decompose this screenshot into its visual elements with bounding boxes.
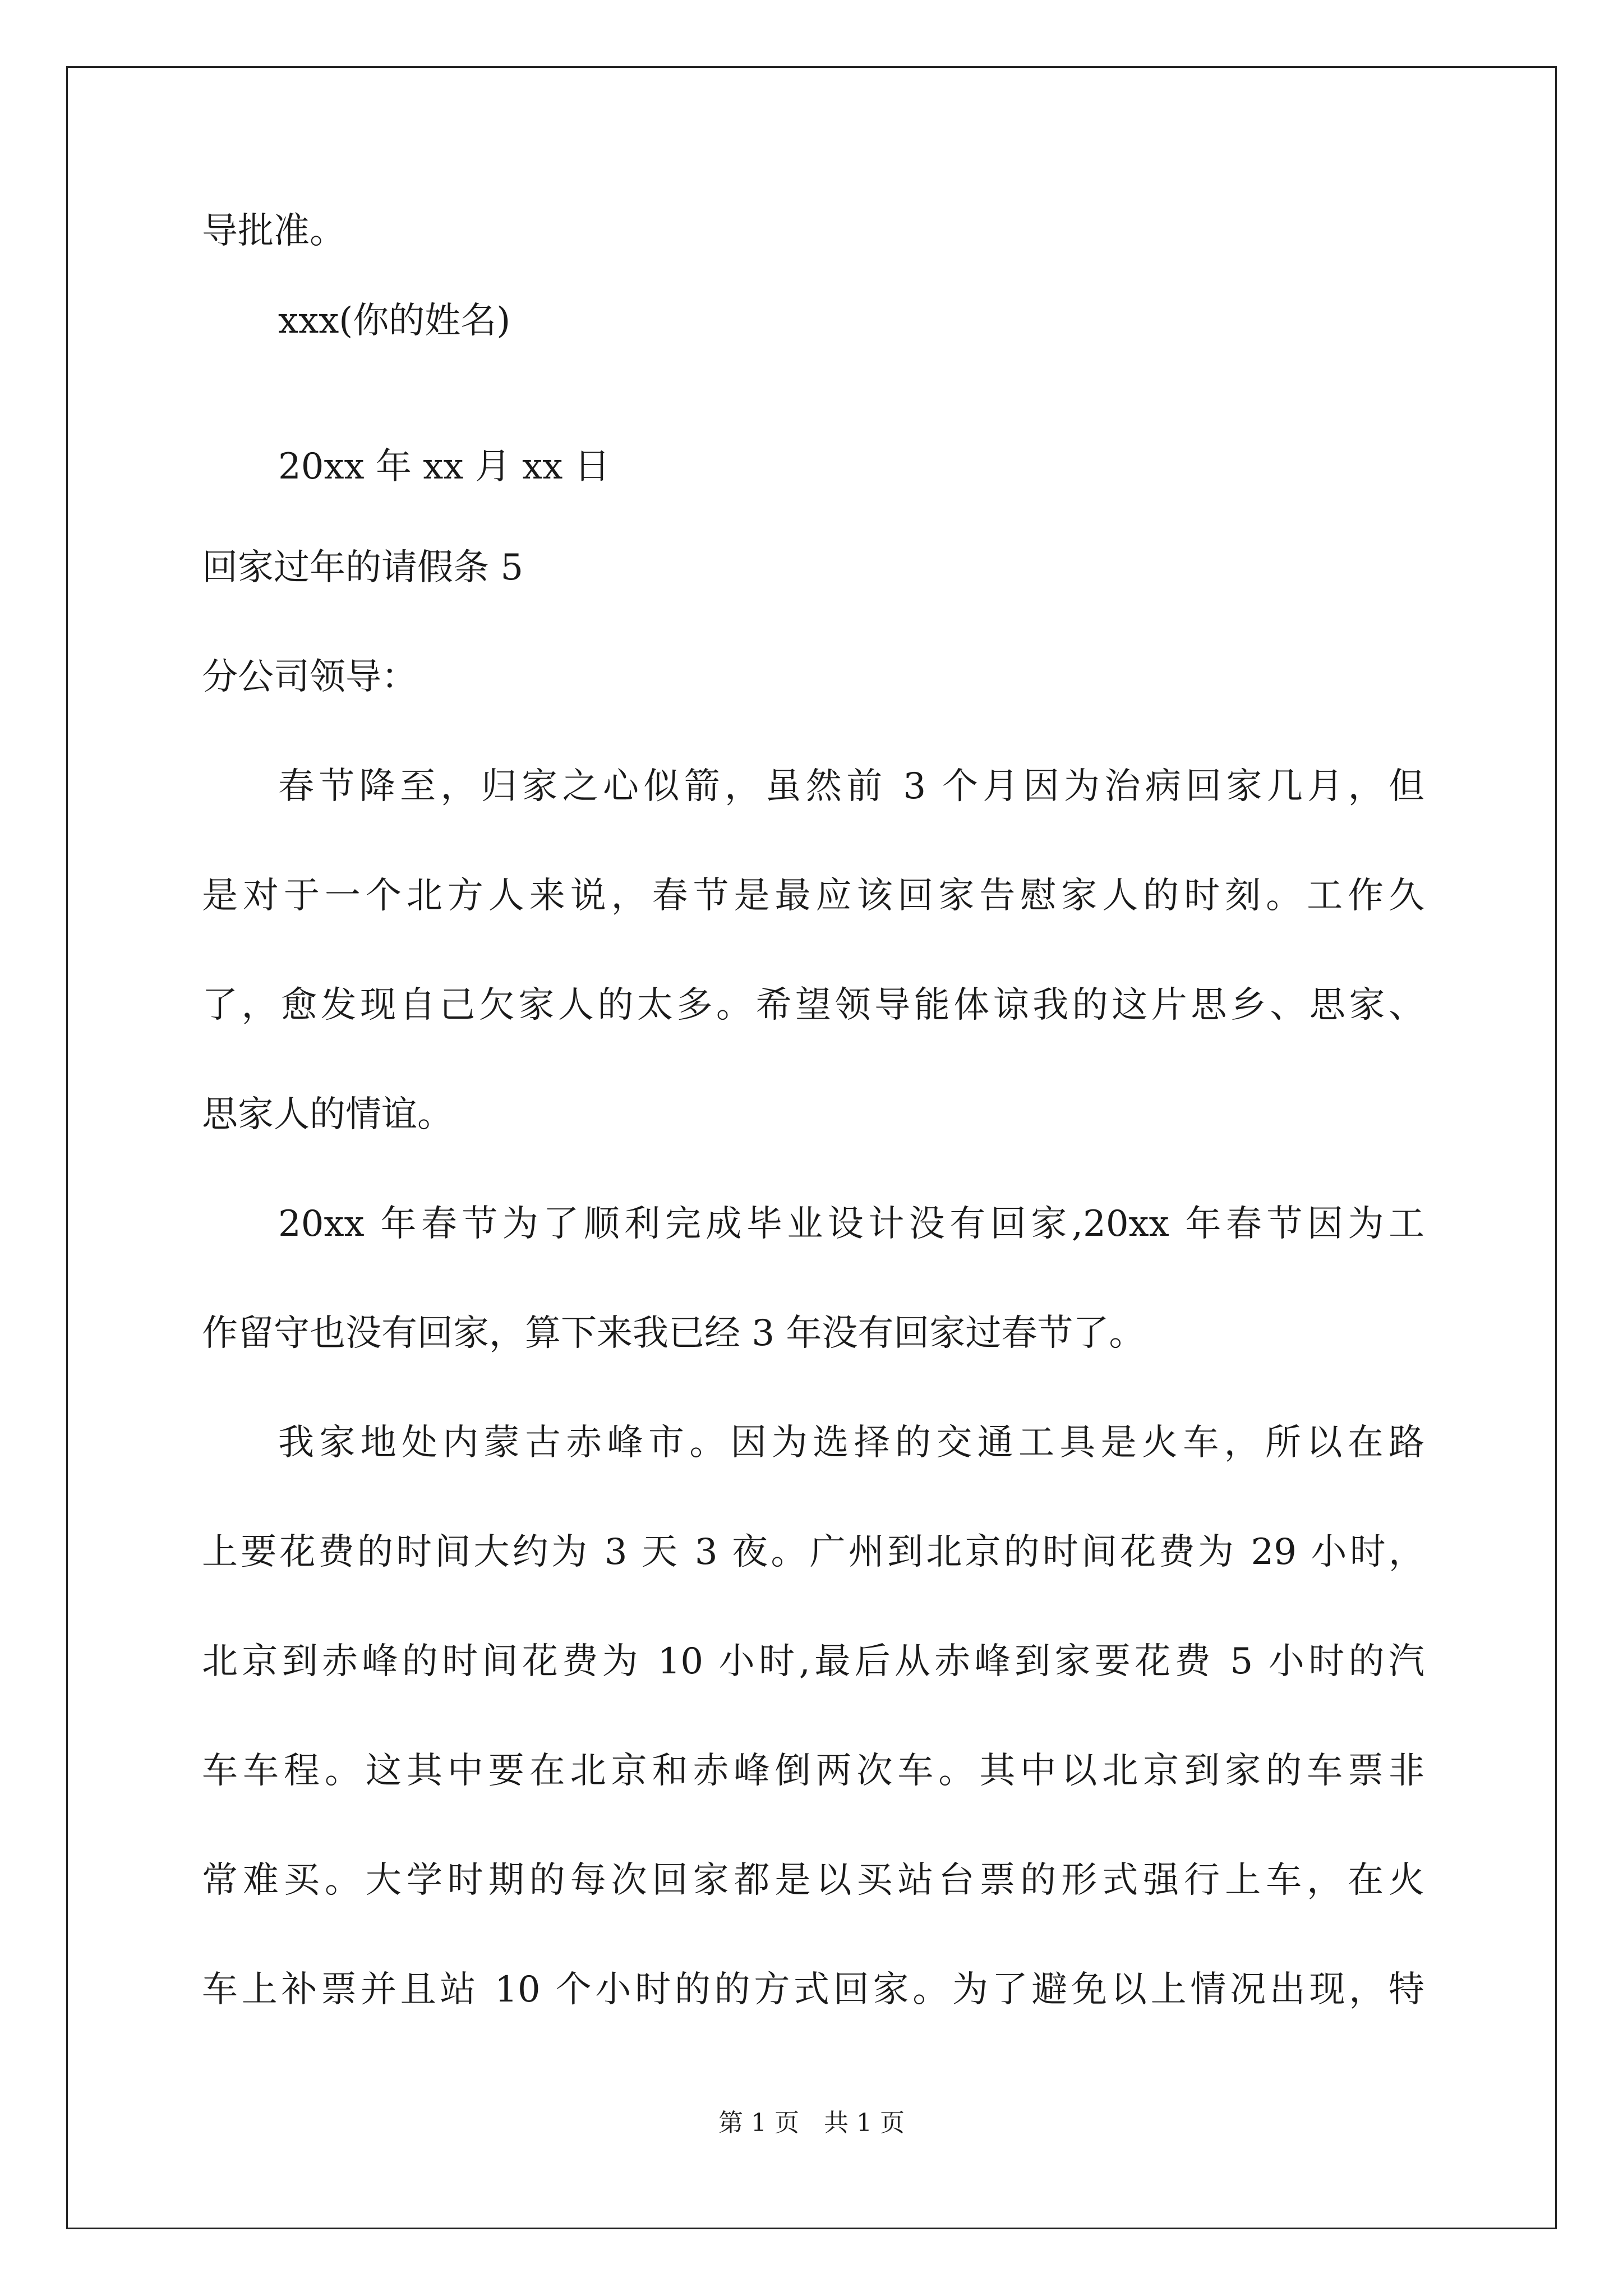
signature-name: xxx(你的姓名)	[278, 300, 511, 342]
paragraph-line: 20xx 年春节为了顺利完成毕业设计没有回家,20xx 年春节因为工	[278, 1203, 1424, 1245]
signature-date: 20xx 年 xx 月 xx 日	[278, 446, 610, 487]
salutation: 分公司领导：	[202, 656, 417, 698]
paragraph-line: 是对于一个北方人来说，春节是最应该回家告慰家人的时刻。工作久	[202, 875, 1424, 917]
paragraph-line: 思家人的情谊。	[202, 1094, 453, 1135]
section-title: 回家过年的请假条 5	[202, 547, 524, 588]
page-border	[66, 66, 1557, 2229]
paragraph-line: 车车程。这其中要在北京和赤峰倒两次车。其中以北京到家的车票非	[202, 1750, 1424, 1792]
paragraph-line: 常难买。大学时期的每次回家都是以买站台票的形式强行上车，在火	[202, 1860, 1424, 1901]
paragraph-line: 上要花费的时间大约为 3 天 3 夜。广州到北京的时间花费为 29 小时，	[202, 1531, 1424, 1573]
paragraph-line: 春节降至，归家之心似箭，虽然前 3 个月因为治病回家几月，但	[278, 766, 1424, 807]
paragraph-line: 北京到赤峰的时间花费为 10 小时,最后从赤峰到家要花费 5 小时的汽	[202, 1641, 1424, 1682]
paragraph-line: 我家地处内蒙古赤峰市。因为选择的交通工具是火车，所以在路	[278, 1422, 1424, 1464]
paragraph-line: 车上补票并且站 10 个小时的的方式回家。为了避免以上情况出现，特	[202, 1969, 1424, 2010]
paragraph-line: 作留守也没有回家，算下来我已经 3 年没有回家过春节了。	[202, 1313, 1145, 1354]
paragraph-line: 了，愈发现自己欠家人的太多。希望领导能体谅我的这片思乡、思家、	[202, 984, 1424, 1026]
page-footer: 第 1 页 共 1 页	[718, 2109, 905, 2137]
text-line: 导批准。	[202, 210, 345, 252]
